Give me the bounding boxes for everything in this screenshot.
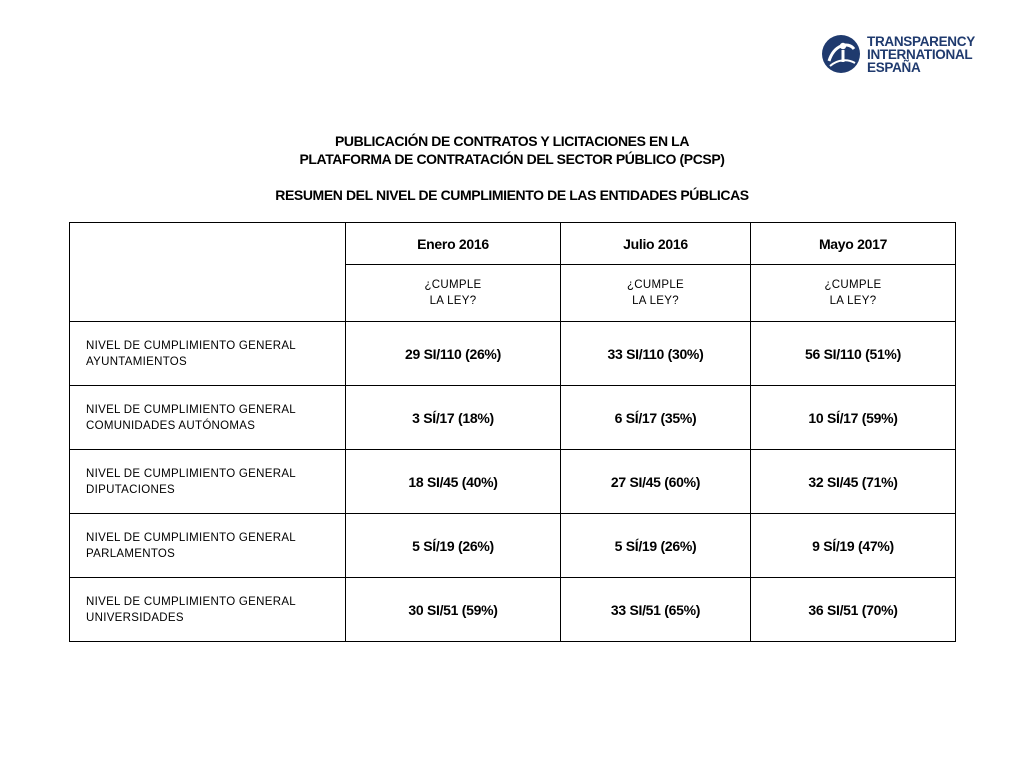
- transparency-globe-icon: [820, 33, 862, 75]
- table-cell: 6 SÍ/17 (35%): [561, 386, 751, 450]
- table-cell: 9 SÍ/19 (47%): [751, 514, 956, 578]
- column-header-julio-2016: Julio 2016: [561, 223, 751, 265]
- table-cell: 56 SI/110 (51%): [751, 322, 956, 386]
- table-cell: 18 SI/45 (40%): [346, 450, 561, 514]
- row-label: NIVEL DE CUMPLIMIENTO GENERAL UNIVERSIDADES: [70, 578, 346, 642]
- row-label: NIVEL DE CUMPLIMIENTO GENERAL DIPUTACIONES: [70, 450, 346, 514]
- table-cell: 27 SI/45 (60%): [561, 450, 751, 514]
- table-cell: 10 SÍ/17 (59%): [751, 386, 956, 450]
- subheader-cumple-ley: ¿CUMPLE LA LEY?: [751, 265, 956, 322]
- document-subtitle: RESUMEN DEL NIVEL DE CUMPLIMIENTO DE LAS ENTIDADES PÚBLICAS: [275, 187, 749, 203]
- table-cell: 5 SÍ/19 (26%): [561, 514, 751, 578]
- document-title-line-1: PUBLICACIÓN DE CONTRATOS Y LICITACIONES EN LA: [334, 133, 690, 149]
- logo-wordmark: [867, 35, 975, 74]
- logo-line-3: ESPAÑA: [867, 59, 921, 75]
- row-label: NIVEL DE CUMPLIMIENTO GENERAL COMUNIDADES AUTÓNOMAS: [70, 386, 346, 450]
- table-cell: 32 SI/45 (71%): [751, 450, 956, 514]
- table-cell: 30 SI/51 (59%): [346, 578, 561, 642]
- table-cell: 33 SI/110 (30%): [561, 322, 751, 386]
- table-cell: 5 SÍ/19 (26%): [346, 514, 561, 578]
- column-header-enero-2016: Enero 2016: [346, 223, 561, 265]
- table-row: [70, 322, 956, 386]
- row-label: NIVEL DE CUMPLIMIENTO GENERAL PARLAMENTOS: [70, 514, 346, 578]
- table-row: [70, 578, 956, 642]
- table-header-row: [70, 223, 956, 265]
- table-row: [70, 514, 956, 578]
- document-title-line-2: PLATAFORMA DE CONTRATACIÓN DEL SECTOR PÚBLICO (PCSP): [299, 151, 725, 167]
- compliance-summary-table: [69, 222, 956, 642]
- row-label: NIVEL DE CUMPLIMIENTO GENERAL AYUNTAMIENTOS: [70, 322, 346, 386]
- table-cell: 33 SI/51 (65%): [561, 578, 751, 642]
- table-row: [70, 386, 956, 450]
- subheader-cumple-ley: ¿CUMPLE LA LEY?: [346, 265, 561, 322]
- table-cell: 36 SI/51 (70%): [751, 578, 956, 642]
- column-header-mayo-2017: Mayo 2017: [751, 223, 956, 265]
- table-cell: 29 SI/110 (26%): [346, 322, 561, 386]
- subheader-cumple-ley: ¿CUMPLE LA LEY?: [561, 265, 751, 322]
- empty-corner-cell: [70, 223, 346, 322]
- logo-line-2: INTERNATIONAL: [867, 46, 973, 62]
- table-cell: 3 SÍ/17 (18%): [346, 386, 561, 450]
- logo-line-1: TRANSPARENCY: [867, 33, 975, 49]
- transparency-international-logo: [820, 30, 990, 78]
- table-row: [70, 450, 956, 514]
